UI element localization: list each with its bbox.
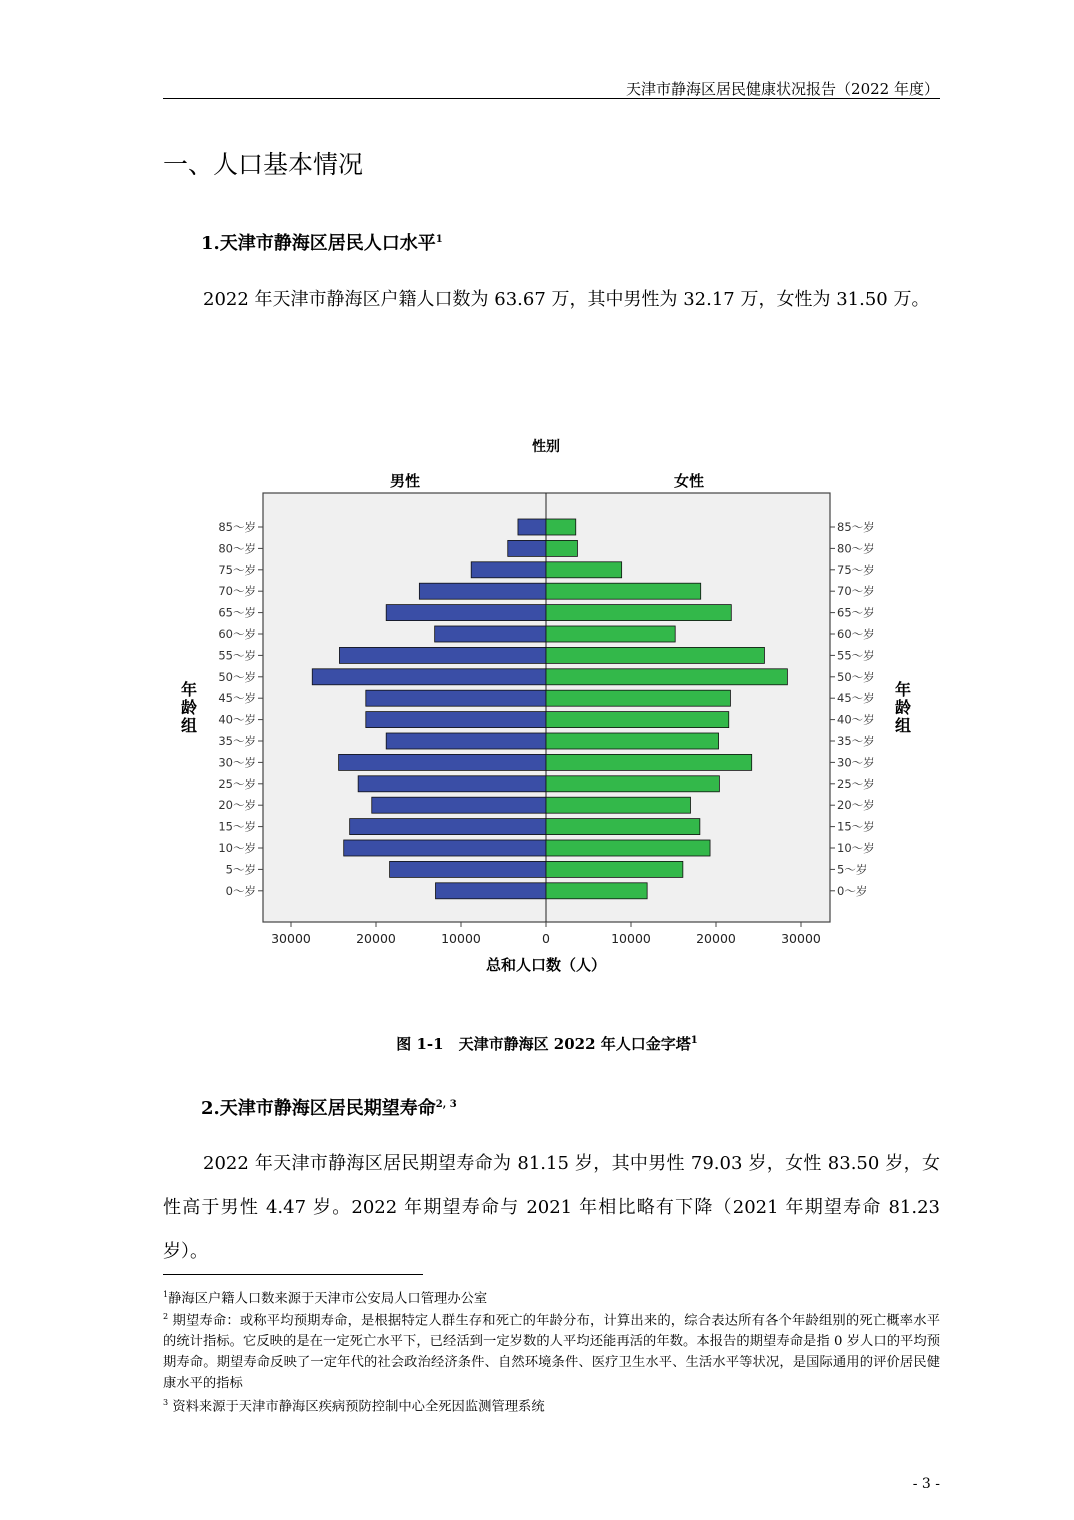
footnote-2: [163, 1306, 940, 1394]
bar-male: [350, 819, 546, 835]
x-tick-label: 20000: [696, 931, 736, 946]
bar-female: [546, 562, 622, 578]
bar-female: [546, 797, 691, 813]
bar-male: [436, 883, 547, 899]
bar-male: [390, 861, 546, 877]
x-tick-label: 20000: [356, 931, 396, 946]
y-tick-label-left: 10～岁: [218, 841, 256, 855]
bar-male: [435, 626, 546, 642]
x-axis-title: 总和人口数（人）: [485, 956, 607, 974]
y-tick-label-right: 85～岁: [837, 520, 875, 534]
bar-female: [546, 819, 700, 835]
chart-title: 性别: [532, 439, 560, 455]
bar-female: [546, 540, 577, 556]
bar-female: [546, 840, 710, 856]
y-tick-label-left: 80～岁: [218, 541, 256, 556]
bar-female: [546, 883, 647, 899]
x-tick-label: 30000: [271, 931, 311, 946]
panel-label-male: 男性: [389, 472, 421, 490]
y-tick-label-left: 40～岁: [218, 712, 256, 727]
y-tick-label-right: 70～岁: [837, 584, 875, 599]
bar-male: [372, 797, 546, 813]
bar-male: [312, 669, 546, 685]
y-tick-label-right: 40～岁: [837, 712, 875, 727]
y-tick-label-left: 20～岁: [218, 798, 256, 813]
bar-female: [546, 626, 675, 642]
y-tick-label-right: 20～岁: [837, 798, 875, 813]
y-axis-title-right-char: 龄: [894, 698, 912, 717]
page-number: - 3 -: [912, 1476, 940, 1492]
bar-male: [366, 712, 546, 728]
bar-female: [546, 519, 576, 535]
y-tick-label-left: 85～岁: [218, 520, 256, 534]
header-rule: [163, 98, 940, 99]
subsection-1-title-text: 1.天津市静海区居民人口水平: [201, 233, 436, 254]
subsection-1-title: [201, 229, 443, 255]
figure-caption-text: 图 1-1 天津市静海区 2022 年人口金字塔: [396, 1035, 691, 1053]
footnote-3: [163, 1392, 940, 1417]
x-tick-label: 30000: [781, 931, 821, 946]
y-tick-label-left: 55～岁: [218, 648, 256, 663]
y-tick-label-left: 5～岁: [225, 862, 256, 877]
bar-female: [546, 754, 752, 770]
y-tick-label-left: 35～岁: [218, 734, 256, 748]
bar-male: [386, 733, 546, 749]
bar-male: [344, 840, 546, 856]
y-tick-label-right: 45～岁: [837, 691, 875, 706]
paragraph-life-expectancy-text: 2022 年天津市静海区居民期望寿命为 81.15 岁，其中男性 79.03 岁，女性 83.50 岁，女性高于男性 4.47 岁。2022 年期望寿命与 2021 年相比略有下降（2021 年期望寿命 81.23 岁）。: [163, 1153, 940, 1262]
y-axis-title-left-char: 年: [180, 680, 198, 699]
y-tick-label-left: 30～岁: [218, 755, 256, 770]
x-tick-label: 0: [542, 931, 550, 946]
bar-female: [546, 690, 730, 706]
bar-female: [546, 776, 719, 792]
footnote-1-text: 静海区户籍人口数来源于天津市公安局人口管理办公室: [168, 1291, 488, 1307]
y-tick-label-right: 5～岁: [837, 862, 868, 877]
y-tick-label-right: 25～岁: [837, 776, 875, 791]
figure-caption-ref: 1: [690, 1035, 698, 1046]
y-axis-title-right-char: 组: [894, 716, 912, 735]
y-tick-label-right: 50～岁: [837, 669, 875, 684]
bar-male: [508, 540, 546, 556]
section-heading: 一、人口基本情况: [163, 150, 364, 179]
y-tick-label-left: 15～岁: [218, 819, 256, 834]
y-tick-label-left: 50～岁: [218, 669, 256, 684]
y-tick-label-right: 65～岁: [837, 605, 875, 620]
footnote-2-text: 期望寿命：或称平均预期寿命，是根据特定人群生存和死亡的年龄分布，计算出来的，综合表达所有各个年龄组别的死亡概率水平的统计指标。它反映的是在一定死亡水平下，已经活到一定岁数的人平均还能再活的年数。本报告的期望寿命是指 0 岁人口的平均预期寿命。期望寿命反映了一定年代的社会政治经济条件、自然环境条件、医疗卫生水平、生活水平等状况，是国际通用的评价居民健康水平的指标: [163, 1313, 940, 1392]
bar-male: [358, 776, 546, 792]
paragraph-population-text: 2022 年天津市静海区户籍人口数为 63.67 万，其中男性为 32.17 万，女性为 31.50 万。: [203, 289, 930, 310]
subsection-2-title: [201, 1094, 457, 1120]
footnote-3-text: 资料来源于天津市静海区疾病预防控制中心全死因监测管理系统: [168, 1399, 545, 1415]
panel-label-female: 女性: [673, 472, 705, 490]
bar-female: [546, 733, 719, 749]
y-tick-label-left: 60～岁: [218, 627, 256, 641]
bar-male: [386, 605, 546, 621]
bar-male: [518, 519, 546, 535]
y-axis-title-right-char: 年: [894, 680, 912, 699]
bar-male: [419, 583, 546, 599]
bar-female: [546, 583, 701, 599]
bar-male: [339, 754, 546, 770]
bar-female: [546, 861, 683, 877]
y-tick-label-right: 60～岁: [837, 627, 875, 641]
y-tick-label-right: 10～岁: [837, 841, 875, 855]
figure-caption: [0, 1033, 1074, 1054]
y-tick-label-left: 70～岁: [218, 584, 256, 599]
footnote-rule: [163, 1274, 423, 1275]
footnote-2-mark: 2: [163, 1312, 169, 1321]
y-tick-label-left: 75～岁: [218, 562, 256, 577]
y-axis-title-left-char: 龄: [180, 698, 198, 717]
bar-male: [471, 562, 546, 578]
running-header: 天津市静海区居民健康状况报告（2022 年度）: [626, 80, 939, 98]
y-tick-label-left: 0～岁: [225, 883, 256, 898]
footnote-3-mark: 3: [163, 1398, 169, 1407]
y-tick-label-right: 55～岁: [837, 648, 875, 663]
paragraph-population: [163, 278, 940, 322]
y-tick-label-right: 80～岁: [837, 541, 875, 556]
subsection-2-title-text: 2.天津市静海区居民期望寿命: [201, 1098, 436, 1119]
bar-male: [366, 690, 546, 706]
y-tick-label-left: 45～岁: [218, 691, 256, 706]
footnote-ref-2-3: 2, 3: [435, 1099, 457, 1110]
x-tick-label: 10000: [611, 931, 651, 946]
footnote-1-mark: 1: [163, 1290, 169, 1299]
bar-male: [339, 647, 546, 663]
y-tick-label-right: 0～岁: [837, 883, 868, 898]
bar-female: [546, 647, 764, 663]
y-tick-label-right: 15～岁: [837, 819, 875, 834]
y-tick-label-left: 25～岁: [218, 776, 256, 791]
y-tick-label-left: 65～岁: [218, 605, 256, 620]
x-tick-label: 10000: [441, 931, 481, 946]
bar-female: [546, 605, 731, 621]
y-tick-label-right: 75～岁: [837, 562, 875, 577]
y-axis-title-left-char: 组: [180, 716, 198, 735]
paragraph-life-expectancy: [163, 1142, 940, 1274]
y-tick-label-right: 30～岁: [837, 755, 875, 770]
y-tick-label-right: 35～岁: [837, 734, 875, 748]
bar-female: [546, 712, 729, 728]
footnote-ref-1: 1: [435, 234, 443, 245]
population-pyramid-chart: [163, 425, 940, 985]
bar-female: [546, 669, 787, 685]
